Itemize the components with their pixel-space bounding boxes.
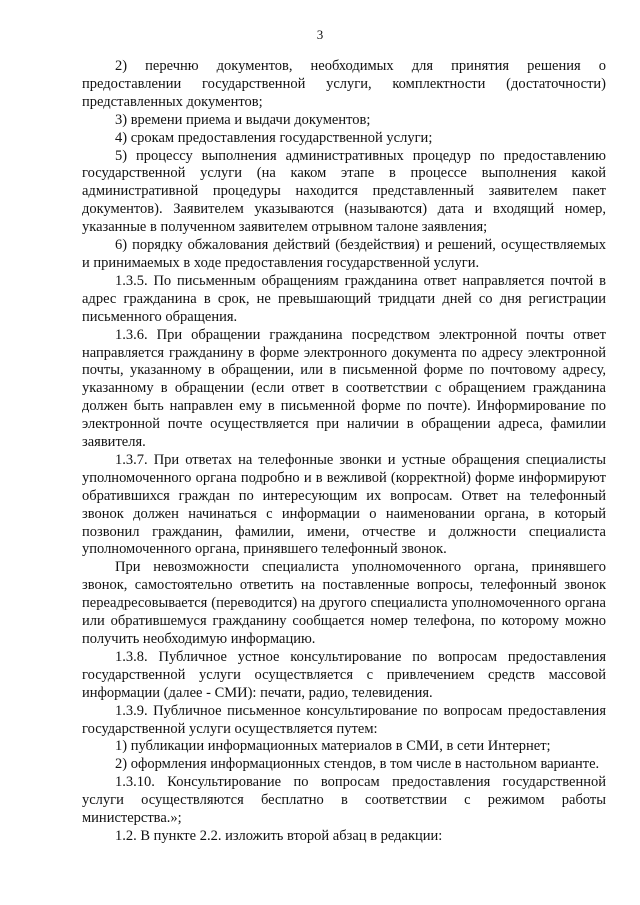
paragraph-1-3-9: 1.3.9. Публичное письменное консультирование по вопросам предоставления государственной услуги осуществляется путем: bbox=[82, 702, 606, 737]
document-body bbox=[82, 58, 606, 846]
paragraph-1-3-10: 1.3.10. Консультирование по вопросам предоставления государственной услуги осуществляются бесплатно в соответствии с режимом работы министерства.»; bbox=[82, 774, 606, 827]
paragraph-1-2: 1.2. В пункте 2.2. изложить второй абзац в редакции: bbox=[115, 827, 443, 844]
page-number: 3 bbox=[316, 27, 324, 42]
paragraph-1-3-5: 1.3.5. По письменным обращениям гражданина ответ направляется почтой в адрес гражданина в срок, не превышающий тридцати дней со дня регистрации письменного обращения. bbox=[82, 272, 606, 325]
paragraph-item-2: 2) перечню документов, необходимых для принятия решения о предоставлении государственной услуги, комплектности (достаточности) представленных документов; bbox=[82, 58, 606, 110]
paragraph-1-3-9-item-1: 1) публикации информационных материалов в СМИ, в сети Интернет; bbox=[115, 738, 551, 755]
paragraph-1-3-7-cont: При невозможности специалиста уполномоченного органа, принявшего звонок, самостоятельно ответить на поставленные вопросы, телефонный звонок переадресовывается (переводится) на другого специалиста уполномоченного органа или обратившемуся гражданину сообщается номер телефона, по которому можно получить необходимую информацию. bbox=[82, 559, 606, 647]
paragraph-item-3: 3) времени приема и выдачи документов; bbox=[115, 111, 371, 128]
paragraph-1-3-8: 1.3.8. Публичное устное консультирование по вопросам предоставления государственной услуги осуществляется с привлечением средств массовой информации (далее - СМИ): печати, радио, телевидения. bbox=[82, 648, 606, 701]
paragraph-1-3-7: 1.3.7. При ответах на телефонные звонки и устные обращения специалисты уполномоченного органа подробно и в вежливой (корректной) форме информируют обратившихся граждан по интересующим их вопросам. Ответ на телефонный звонок должен начинаться с информации о наименовании органа, в который позвонил гражданин, фамилии, имени, отчестве и должности специалиста уполномоченного органа, принявшего телефонный звонок. bbox=[82, 451, 606, 558]
paragraph-item-5: 5) процессу выполнения административных процедур по предоставлению государственной услуги (на каком этапе в процессе выполнения какой административной процедуры находится представленный заявителем пакет документов). Заявителем указываются (называются) дата и входящий номер, указанные в полученном заявителем отрывном талоне заявления; bbox=[82, 147, 606, 236]
paragraph-item-6: 6) порядку обжалования действий (бездействия) и решений, осуществляемых и принимаемых в ходе предоставления государственной услуги. bbox=[82, 237, 606, 271]
paragraph-1-3-6: 1.3.6. При обращении гражданина посредством электронной почты ответ направляется гражданину в форме электронного документа по адресу электронной почты, указанному в обращении, или в письменной форме по почтовому адресу, указанному в обращении (если ответ в соответствии с обращением гражданина должен быть направлен ему в письменной форме по почте). Информирование по электронной почте осуществляется при наличии в обращении адреса, фамилии заявителя. bbox=[82, 326, 606, 451]
paragraph-item-4: 4) срокам предоставления государственной услуги; bbox=[115, 129, 433, 146]
paragraph-1-3-9-item-2: 2) оформления информационных стендов, в том числе в настольном варианте. bbox=[115, 756, 600, 773]
